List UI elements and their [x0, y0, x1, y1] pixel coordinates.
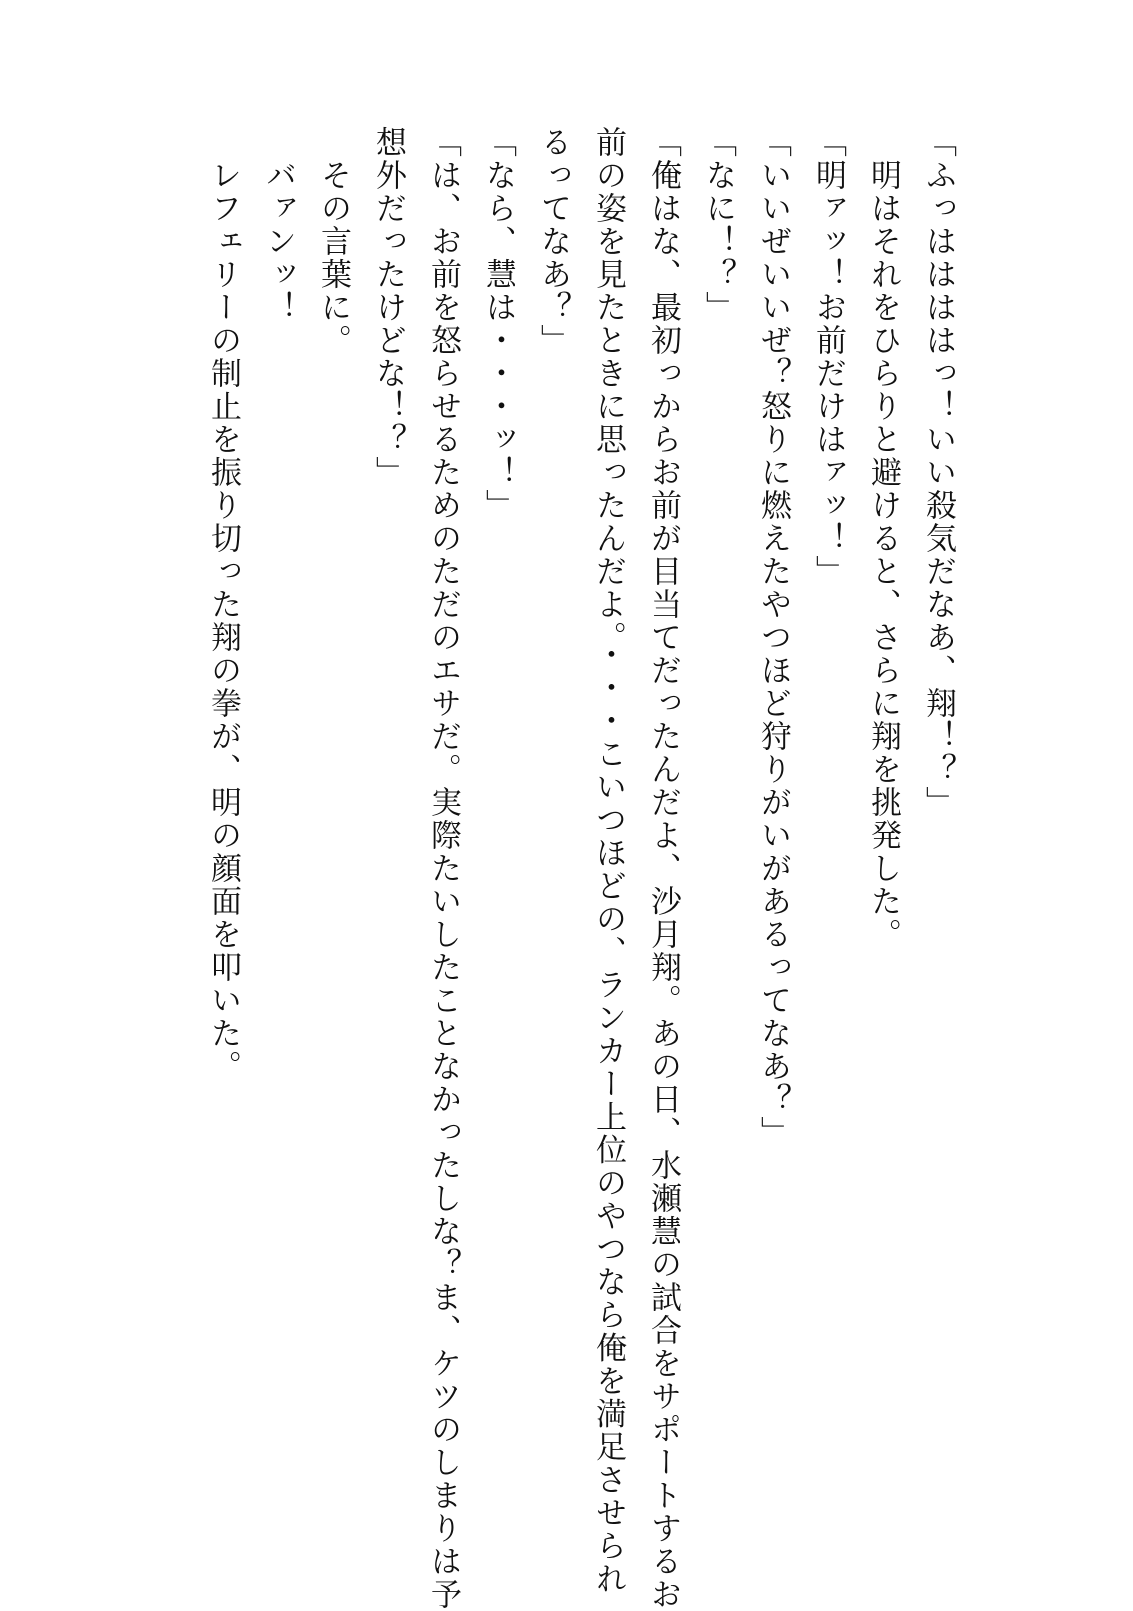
- text-line: 「は、お前を怒らせるためのただのエサだ。実際たいしたことなかったしな？ま、ケツのしまりは予: [425, 126, 461, 1611]
- text-line: 「ふっははははっ！いい殺気だなあ、翔！？」: [920, 126, 956, 819]
- text-line: るってなあ？」: [535, 126, 571, 357]
- text-line: バァンッ！: [260, 126, 296, 324]
- text-line: レフェリーの制止を振り切った翔の拳が、明の顔面を叩いた。: [205, 126, 241, 1083]
- text-line: 「いいぜいいぜ？怒りに燃えたやつほど狩りがいがあるってなあ？」: [755, 126, 791, 1149]
- text-line: 明はそれをひらりと避けると、さらに翔を挑発した。: [865, 126, 901, 951]
- text-line: 「明ァッ！お前だけはァッ！」: [810, 126, 846, 588]
- text-line: 前の姿を見たときに思ったんだよ。・・・こいつほどの、ランカー上位のやつなら俺を満足させられ: [590, 126, 626, 1596]
- text-line: その言葉に。: [315, 126, 351, 357]
- text-line: 想外だったけどな！？」: [370, 126, 406, 489]
- text-line: 「俺はな、最初っからお前が目当てだったんだよ、沙月翔。あの日、水瀬慧の試合をサポートするお: [645, 126, 681, 1611]
- text-line: 「なに！？」: [700, 126, 736, 324]
- text-line: 「なら、慧は・・・ッ！」: [480, 126, 516, 522]
- vertical-text-block: [195, 126, 965, 1611]
